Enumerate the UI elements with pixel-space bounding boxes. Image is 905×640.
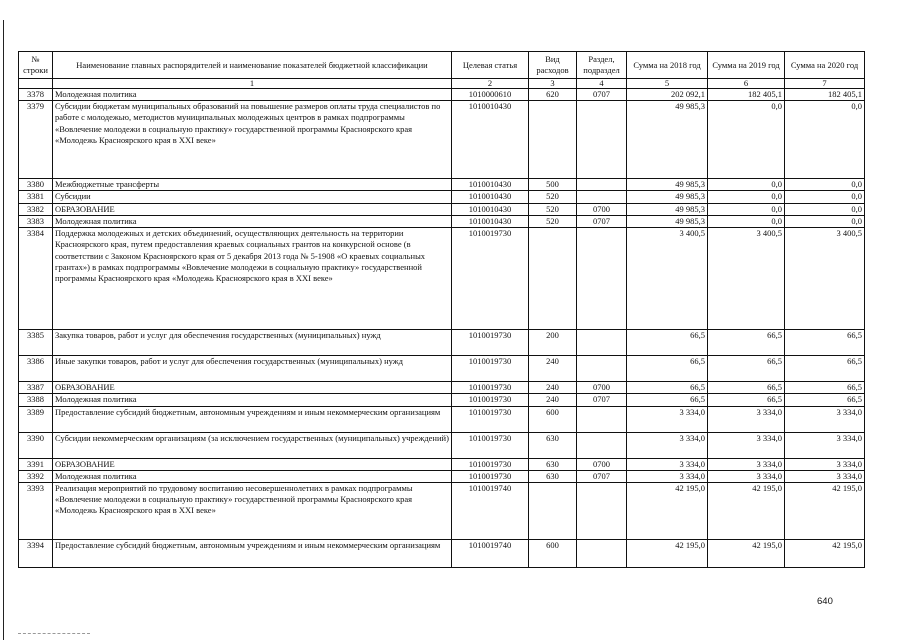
expense-kind: 520 (529, 191, 577, 203)
section-code: 0700 (577, 458, 627, 470)
section-code (577, 432, 627, 458)
header-row (19, 52, 865, 79)
target-code: 1010010430 (452, 179, 529, 191)
target-code: 1010019730 (452, 356, 529, 382)
section-code (577, 406, 627, 432)
target-code: 1010019730 (452, 382, 529, 394)
section-code: 0707 (577, 394, 627, 406)
amount-2019: 0,0 (708, 215, 785, 227)
expense-kind: 520 (529, 203, 577, 215)
header-section: Раздел, подраздел (577, 52, 627, 79)
amount-2020: 0,0 (785, 101, 865, 179)
amount-2020: 42 195,0 (785, 482, 865, 539)
table-row (19, 470, 865, 482)
amount-2018: 66,5 (627, 382, 708, 394)
target-code: 1010010430 (452, 101, 529, 179)
table-row (19, 89, 865, 101)
table-row (19, 101, 865, 179)
column-number (19, 79, 53, 89)
amount-2019: 66,5 (708, 394, 785, 406)
section-code: 0707 (577, 215, 627, 227)
expense-kind (529, 101, 577, 179)
column-number: 4 (577, 79, 627, 89)
amount-2019: 3 334,0 (708, 458, 785, 470)
row-name: Поддержка молодежных и детских объединений, осуществляющих деятельность на территории Красноярского края, путем предоставления краевых социальных грантов на конкурсной основе (в соответствии с Законом Красноярского края от 5 декабря 2013 года № 5-1908 «О краевых социальных грантах») в рамках подпрограммы «Вовлечение молодежи в социальную практику» государственной программы Красноярского края «Молодежь Красноярского края в XXI веке» (53, 228, 452, 330)
page-number: 640 (817, 596, 833, 607)
amount-2018: 66,5 (627, 394, 708, 406)
expense-kind: 240 (529, 356, 577, 382)
expense-kind: 630 (529, 470, 577, 482)
row-number: 3393 (19, 482, 53, 539)
row-number: 3394 (19, 539, 53, 567)
amount-2018: 3 334,0 (627, 470, 708, 482)
row-number: 3381 (19, 191, 53, 203)
row-name: Субсидии (53, 191, 452, 203)
expense-kind: 630 (529, 432, 577, 458)
expense-kind: 240 (529, 394, 577, 406)
amount-2018: 49 985,3 (627, 203, 708, 215)
section-code (577, 179, 627, 191)
header-sum-2020: Сумма на 2020 год (785, 52, 865, 79)
amount-2019: 0,0 (708, 101, 785, 179)
amount-2019: 3 334,0 (708, 406, 785, 432)
section-code (577, 330, 627, 356)
row-name: Молодежная политика (53, 394, 452, 406)
row-number: 3389 (19, 406, 53, 432)
header-target: Целевая статья (452, 52, 529, 79)
section-code: 0707 (577, 470, 627, 482)
row-number: 3383 (19, 215, 53, 227)
section-code (577, 101, 627, 179)
target-code: 1010019730 (452, 406, 529, 432)
expense-kind: 500 (529, 179, 577, 191)
row-number: 3392 (19, 470, 53, 482)
row-name: Реализация мероприятий по трудовому воспитанию несовершеннолетних в рамках подпрограммы «Вовлечение молодежи в социальную практику» государственной программы Красноярского края «Молодежь Красноярского края в XXI веке» (53, 482, 452, 539)
target-code: 1010019740 (452, 482, 529, 539)
table-row (19, 482, 865, 539)
amount-2018: 3 334,0 (627, 432, 708, 458)
expense-kind: 620 (529, 89, 577, 101)
amount-2020: 0,0 (785, 179, 865, 191)
table-row (19, 228, 865, 330)
amount-2018: 49 985,3 (627, 215, 708, 227)
row-number: 3382 (19, 203, 53, 215)
amount-2019: 66,5 (708, 330, 785, 356)
target-code: 1010010430 (452, 203, 529, 215)
amount-2018: 42 195,0 (627, 539, 708, 567)
amount-2019: 66,5 (708, 382, 785, 394)
row-name: ОБРАЗОВАНИЕ (53, 203, 452, 215)
row-number: 3385 (19, 330, 53, 356)
target-code: 1010010430 (452, 191, 529, 203)
column-number: 7 (785, 79, 865, 89)
section-code (577, 482, 627, 539)
expense-kind: 520 (529, 215, 577, 227)
section-code: 0700 (577, 382, 627, 394)
table-row (19, 330, 865, 356)
table-row (19, 356, 865, 382)
amount-2018: 49 985,3 (627, 191, 708, 203)
target-code: 1010019730 (452, 432, 529, 458)
header-kind: Вид расходов (529, 52, 577, 79)
amount-2020: 3 334,0 (785, 470, 865, 482)
amount-2018: 49 985,3 (627, 179, 708, 191)
table-row (19, 539, 865, 567)
amount-2019: 0,0 (708, 203, 785, 215)
table-row (19, 382, 865, 394)
row-number: 3384 (19, 228, 53, 330)
row-number: 3386 (19, 356, 53, 382)
amount-2018: 3 334,0 (627, 406, 708, 432)
binding-edge-line (3, 20, 4, 640)
amount-2020: 66,5 (785, 394, 865, 406)
amount-2019: 182 405,1 (708, 89, 785, 101)
header-sum-2018: Сумма на 2018 год (627, 52, 708, 79)
row-name: Молодежная политика (53, 470, 452, 482)
amount-2020: 3 400,5 (785, 228, 865, 330)
column-number: 6 (708, 79, 785, 89)
row-name: Предоставление субсидий бюджетным, автономным учреждениям и иным некоммерческим организациям (53, 539, 452, 567)
amount-2019: 42 195,0 (708, 539, 785, 567)
amount-2019: 3 400,5 (708, 228, 785, 330)
amount-2018: 66,5 (627, 330, 708, 356)
column-number-row (19, 79, 865, 89)
header-sum-2019: Сумма на 2019 год (708, 52, 785, 79)
amount-2020: 66,5 (785, 330, 865, 356)
column-number: 5 (627, 79, 708, 89)
table-row (19, 458, 865, 470)
row-name: ОБРАЗОВАНИЕ (53, 382, 452, 394)
amount-2020: 0,0 (785, 191, 865, 203)
amount-2020: 3 334,0 (785, 406, 865, 432)
amount-2019: 0,0 (708, 191, 785, 203)
section-code (577, 539, 627, 567)
expense-kind: 600 (529, 539, 577, 567)
table-row (19, 432, 865, 458)
amount-2018: 49 985,3 (627, 101, 708, 179)
amount-2018: 3 334,0 (627, 458, 708, 470)
table-row (19, 215, 865, 227)
amount-2020: 66,5 (785, 356, 865, 382)
amount-2019: 3 334,0 (708, 432, 785, 458)
table-row (19, 394, 865, 406)
amount-2019: 3 334,0 (708, 470, 785, 482)
section-code: 0707 (577, 89, 627, 101)
amount-2019: 66,5 (708, 356, 785, 382)
row-name: Молодежная политика (53, 89, 452, 101)
target-code: 1010000610 (452, 89, 529, 101)
row-number: 3378 (19, 89, 53, 101)
header-name: Наименование главных распорядителей и наименование показателей бюджетной классификации (53, 52, 452, 79)
row-name: Иные закупки товаров, работ и услуг для обеспечения государственных (муниципальных) нужд (53, 356, 452, 382)
row-number: 3387 (19, 382, 53, 394)
expense-kind: 600 (529, 406, 577, 432)
amount-2018: 42 195,0 (627, 482, 708, 539)
amount-2018: 66,5 (627, 356, 708, 382)
row-name: Субсидии бюджетам муниципальных образований на повышение размеров оплаты труда специалистов по работе с молодежью, методистов муниципальных молодежных центров в рамках подпрограммы «Вовлечение молодежи в социальную практику» государственной программы Красноярского края «Молодежь Красноярского края в XXI веке» (53, 101, 452, 179)
amount-2020: 182 405,1 (785, 89, 865, 101)
target-code: 1010019730 (452, 330, 529, 356)
amount-2020: 0,0 (785, 203, 865, 215)
amount-2019: 42 195,0 (708, 482, 785, 539)
target-code: 1010019730 (452, 394, 529, 406)
column-number: 2 (452, 79, 529, 89)
column-number: 1 (53, 79, 452, 89)
row-number: 3380 (19, 179, 53, 191)
target-code: 1010019730 (452, 458, 529, 470)
expense-kind: 630 (529, 458, 577, 470)
row-number: 3379 (19, 101, 53, 179)
amount-2019: 0,0 (708, 179, 785, 191)
row-number: 3391 (19, 458, 53, 470)
expense-kind (529, 482, 577, 539)
table-row (19, 203, 865, 215)
footer-mark (18, 633, 90, 636)
section-code: 0700 (577, 203, 627, 215)
row-number: 3388 (19, 394, 53, 406)
row-name: Предоставление субсидий бюджетным, автономным учреждениям и иным некоммерческим организациям (53, 406, 452, 432)
amount-2020: 3 334,0 (785, 458, 865, 470)
header-row-no: № строки (19, 52, 53, 79)
amount-2018: 3 400,5 (627, 228, 708, 330)
amount-2020: 66,5 (785, 382, 865, 394)
target-code: 1010019730 (452, 228, 529, 330)
amount-2020: 0,0 (785, 215, 865, 227)
section-code (577, 191, 627, 203)
target-code: 1010019730 (452, 470, 529, 482)
budget-table (18, 51, 865, 568)
section-code (577, 228, 627, 330)
row-name: Субсидии некоммерческим организациям (за исключением государственных (муниципальных) учреждений) (53, 432, 452, 458)
table-row (19, 179, 865, 191)
amount-2018: 202 092,1 (627, 89, 708, 101)
row-name: ОБРАЗОВАНИЕ (53, 458, 452, 470)
row-name: Межбюджетные трансферты (53, 179, 452, 191)
table-row (19, 406, 865, 432)
amount-2020: 3 334,0 (785, 432, 865, 458)
row-name: Закупка товаров, работ и услуг для обеспечения государственных (муниципальных) нужд (53, 330, 452, 356)
table-row (19, 191, 865, 203)
row-name: Молодежная политика (53, 215, 452, 227)
section-code (577, 356, 627, 382)
column-number: 3 (529, 79, 577, 89)
target-code: 1010010430 (452, 215, 529, 227)
row-number: 3390 (19, 432, 53, 458)
target-code: 1010019740 (452, 539, 529, 567)
expense-kind (529, 228, 577, 330)
expense-kind: 200 (529, 330, 577, 356)
amount-2020: 42 195,0 (785, 539, 865, 567)
expense-kind: 240 (529, 382, 577, 394)
